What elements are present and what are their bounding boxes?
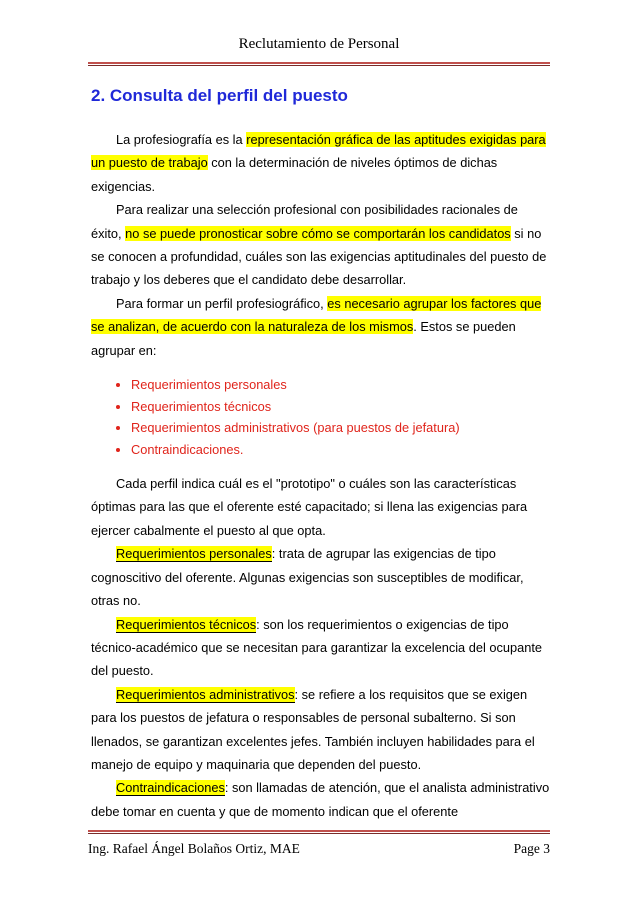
section-heading: 2. Consulta del perfil del puesto: [91, 86, 348, 105]
highlighted-term: Requerimientos administrativos: [116, 686, 295, 702]
paragraph-perfil: [91, 292, 550, 362]
footer-author: Ing. Rafael Ángel Bolaños Ortiz, MAE: [88, 841, 300, 856]
page-number: Page 3: [513, 841, 550, 856]
list-item-label: Requerimientos personales: [131, 377, 287, 393]
highlighted-text: es necesario agrupar los factores que se analizan, de acuerdo con la naturaleza de los mismos: [91, 295, 542, 335]
text-run: . Estos se pueden agrupar en:: [91, 319, 516, 358]
list-item-label: Contraindicaciones.: [131, 441, 244, 457]
bullet-icon: [116, 426, 120, 430]
highlighted-term: Requerimientos técnicos: [116, 616, 257, 632]
running-header: Reclutamiento de Personal: [238, 36, 400, 52]
bullet-icon: [116, 448, 120, 452]
header-rule-thin: [88, 65, 550, 66]
footer-rule-thin: [88, 833, 550, 834]
list-item: [116, 417, 550, 439]
text-run: si no se conocen a profundidad, cuáles son las exigencias aptitudinales del puesto de trabajo y los deberes que el candidato debe desarrollar.: [91, 225, 547, 288]
bullet-icon: [116, 405, 120, 409]
body-text: [91, 128, 550, 823]
bullet-icon: [116, 383, 120, 387]
paragraph-req-personales: [91, 542, 550, 612]
paragraph-contraindicaciones: [91, 776, 550, 823]
highlighted-text: no se puede pronosticar sobre cómo se comportarán los candidatos: [125, 225, 511, 241]
list-item-label: Requerimientos técnicos: [131, 398, 272, 414]
list-item: [116, 396, 550, 418]
highlighted-term: Contraindicaciones: [116, 780, 225, 796]
paragraph-req-administrativos: [91, 683, 550, 777]
paragraph-req-tecnicos: [91, 613, 550, 683]
text-run: Para formar un perfil profesiográfico,: [116, 295, 328, 311]
text-run: : son llamadas de atención, que el analista administrativo debe tomar en cuenta y que de momento indican que el oferente: [91, 780, 550, 819]
highlighted-term: Requerimientos personales: [116, 546, 272, 562]
list-item: [116, 439, 550, 461]
list-item: [116, 374, 550, 396]
text-run: : se refiere a los requisitos que se exigen para los puestos de jefatura o responsables de personal subalterno. Si son llenados, se garantizan excelentes jefes. También incluyen habilidades para el manejo de equipo y maquinaria que dependen del puesto.: [91, 686, 535, 772]
text-run: con la determinación de niveles óptimos de dichas exigencias.: [91, 155, 498, 194]
text-run: Para realizar una selección profesional con posibilidades racionales de éxito,: [91, 202, 518, 241]
text-run: : trata de agrupar las exigencias de tipo cognoscitivo del oferente. Algunas exigencias son susceptibles de modificar, otras no.: [91, 546, 524, 609]
footer-rule: [88, 830, 550, 832]
list-item-label: Requerimientos administrativos (para puestos de jefatura): [131, 420, 460, 436]
paragraph-seleccion: [91, 198, 550, 292]
paragraph-prototipo: Cada perfil indica cuál es el "prototipo" o cuáles son las características óptimas para las que el oferente esté capacitado; si llena las exigencias para ejercer cabalmente el puesto al que opta.: [91, 476, 528, 538]
text-run: La profesiografía es la: [116, 132, 247, 147]
requirements-list: [91, 374, 550, 460]
highlighted-text: representación gráfica de las aptitudes exigidas para un puesto de trabajo: [91, 132, 546, 171]
header-rule: [88, 62, 550, 64]
text-run: : son los requerimientos o exigencias de tipo técnico-académico que se necesitan para garantizar la excelencia del ocupante del puesto.: [91, 616, 543, 679]
paragraph-profesiografia: [91, 128, 550, 198]
